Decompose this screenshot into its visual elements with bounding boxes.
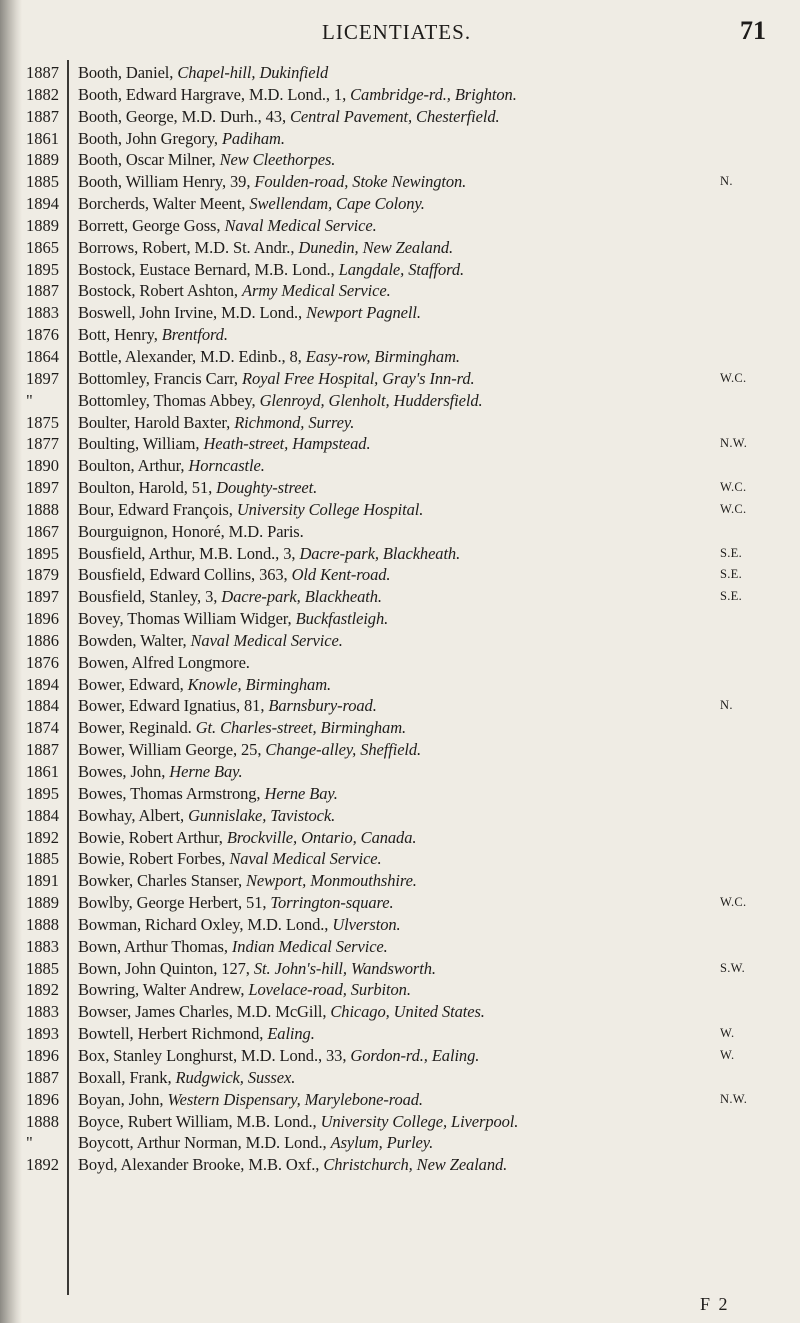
entry-name: Bowen, Alfred Longmore.: [78, 652, 250, 672]
entry-name: Boulting, William,: [78, 434, 200, 454]
entry-name: Bowman, Richard Oxley, M.D. Lond.,: [78, 914, 329, 934]
entry-year: 1894: [26, 194, 59, 214]
entry-year: 1896: [26, 609, 59, 629]
list-item: [0, 433, 800, 455]
list-item: [0, 499, 800, 521]
entry-postal-district: W.: [720, 1026, 735, 1041]
list-item: [0, 1045, 800, 1067]
entry-year: 1875: [26, 412, 59, 432]
entry-text: [78, 870, 417, 892]
entry-text: [78, 827, 416, 849]
entry-year: 1867: [26, 521, 59, 541]
entry-year: 1888: [26, 1111, 59, 1131]
entry-name: Boxall, Frank,: [78, 1067, 172, 1087]
entry-text: [78, 805, 335, 827]
entry-year: 1864: [26, 346, 59, 366]
entry-postal-district: W.C.: [720, 501, 747, 516]
list-item: [0, 215, 800, 237]
entry-postal-district: S.E.: [720, 545, 743, 560]
entry-address: Chicago, United States.: [330, 1002, 485, 1022]
page-header: [0, 14, 800, 54]
list-item: [0, 914, 800, 936]
entry-year: ": [26, 390, 33, 410]
list-item: [0, 1132, 800, 1154]
entry-text: [78, 346, 460, 368]
list-item: [0, 674, 800, 696]
entry-text: [78, 543, 460, 565]
list-item: [0, 936, 800, 958]
licentiates-list: [0, 62, 800, 1176]
entry-year: 1887: [26, 106, 59, 126]
entry-address: Dacre-park, Blackheath.: [299, 543, 461, 563]
entry-address: Foulden-road, Stoke Newington.: [254, 172, 467, 192]
entry-address: Asylum, Purley.: [330, 1133, 434, 1153]
list-item: [0, 543, 800, 565]
entry-name: Bottomley, Francis Carr,: [78, 368, 238, 388]
entry-address: Central Pavement, Chesterfield.: [290, 106, 500, 126]
list-item: [0, 193, 800, 215]
entry-name: Bowring, Walter Andrew,: [78, 980, 245, 1000]
entry-name: Bowlby, George Herbert, 51,: [78, 893, 267, 913]
list-item: [0, 717, 800, 739]
entry-address: Naval Medical Service.: [190, 630, 343, 650]
entry-name: Bown, Arthur Thomas,: [78, 936, 228, 956]
entry-name: Bousfield, Stanley, 3,: [78, 587, 218, 607]
list-item: [0, 477, 800, 499]
list-item: [0, 1067, 800, 1089]
entry-address: Old Kent-road.: [291, 565, 391, 585]
entry-postal-district: N.W.: [720, 1091, 748, 1106]
entry-text: [78, 280, 391, 302]
list-item: [0, 652, 800, 674]
entry-year: 1892: [26, 827, 59, 847]
list-item: [0, 149, 800, 171]
entry-address: Horncastle.: [188, 456, 265, 476]
entry-address: University College, Liverpool.: [320, 1111, 519, 1131]
entry-name: Borrett, George Goss,: [78, 215, 221, 235]
entry-text: [78, 564, 390, 586]
entry-address: Newport, Monmouthshire.: [246, 871, 417, 891]
list-item: [0, 739, 800, 761]
entry-address: Doughty-street.: [216, 478, 318, 498]
entry-postal-district: N.: [720, 174, 733, 189]
list-item: [0, 346, 800, 368]
entry-name: Bostock, Robert Ashton,: [78, 281, 238, 301]
list-item: [0, 608, 800, 630]
entry-text: [78, 608, 388, 630]
entry-year: 1883: [26, 303, 59, 323]
list-item: [0, 259, 800, 281]
entry-address: Heath-street, Hampstead.: [203, 434, 371, 454]
entry-year: 1883: [26, 936, 59, 956]
entry-year: 1876: [26, 325, 59, 345]
entry-year: 1886: [26, 630, 59, 650]
list-item: [0, 455, 800, 477]
entry-text: [78, 1132, 433, 1154]
entry-postal-district: N.W.: [720, 436, 748, 451]
entry-address: Langdale, Stafford.: [338, 259, 464, 279]
entry-year: 1896: [26, 1089, 59, 1109]
entry-name: Bower, Edward Ignatius, 81,: [78, 696, 265, 716]
entry-year: 1861: [26, 128, 59, 148]
entry-year: 1884: [26, 805, 59, 825]
entry-name: Bourguignon, Honoré, M.D. Paris.: [78, 521, 304, 541]
entry-address: Dacre-park, Blackheath.: [221, 587, 382, 607]
list-item: [0, 564, 800, 586]
entry-text: [78, 1067, 295, 1089]
entry-address: Lovelace-road, Surbiton.: [248, 980, 411, 1000]
entry-text: [78, 455, 265, 477]
list-item: [0, 870, 800, 892]
entry-name: Boswell, John Irvine, M.D. Lond.,: [78, 303, 303, 323]
entry-address: Gunnislake, Tavistock.: [188, 805, 336, 825]
entry-text: [78, 1023, 315, 1045]
list-item: [0, 1111, 800, 1133]
entry-name: Bousfield, Edward Collins, 363,: [78, 565, 288, 585]
entry-year: 1884: [26, 696, 59, 716]
entry-text: [78, 914, 401, 936]
entry-address: Indian Medical Service.: [231, 936, 388, 956]
entry-year: ": [26, 1133, 33, 1153]
entry-year: 1874: [26, 718, 59, 738]
entry-name: Bott, Henry,: [78, 325, 158, 345]
entry-text: [78, 848, 382, 870]
entry-year: 1895: [26, 259, 59, 279]
entry-year: 1887: [26, 281, 59, 301]
list-item: [0, 1154, 800, 1176]
entry-name: Borrows, Robert, M.D. St. Andr.,: [78, 237, 295, 257]
entry-name: Booth, Daniel,: [78, 63, 174, 82]
list-item: [0, 805, 800, 827]
entry-text: [78, 761, 243, 783]
entry-year: 1896: [26, 1045, 59, 1065]
entry-text: [78, 171, 466, 193]
list-item: [0, 84, 800, 106]
entry-text: [78, 433, 370, 455]
entry-address: New Cleethorpes.: [219, 150, 336, 170]
list-item: [0, 827, 800, 849]
entry-address: Army Medical Service.: [241, 281, 391, 301]
entry-text: [78, 193, 425, 215]
entry-name: Booth, George, M.D. Durh., 43,: [78, 106, 286, 126]
entry-text: [78, 1001, 485, 1023]
list-item: [0, 128, 800, 150]
entry-address: Christchurch, New Zealand.: [323, 1155, 508, 1175]
entry-address: Chapel-hill, Dukinfield: [177, 63, 329, 82]
page-number: 71: [740, 16, 766, 45]
entry-text: [78, 390, 483, 412]
entry-year: 1894: [26, 674, 59, 694]
list-item: [0, 280, 800, 302]
entry-text: [78, 958, 436, 980]
entry-text: [78, 302, 421, 324]
list-item: [0, 695, 800, 717]
entry-year: 1889: [26, 893, 59, 913]
entry-year: 1865: [26, 237, 59, 257]
entry-address: Knowle, Birmingham.: [187, 674, 332, 694]
signature-mark: F 2: [700, 1294, 730, 1314]
entry-text: [78, 324, 228, 346]
list-item: [0, 892, 800, 914]
list-item: [0, 171, 800, 193]
list-item: [0, 412, 800, 434]
entry-name: Borcherds, Walter Meent,: [78, 194, 246, 214]
list-item: [0, 1023, 800, 1045]
entry-address: Padiham.: [221, 128, 285, 148]
entry-address: Brockville, Ontario, Canada.: [226, 827, 417, 847]
entry-year: 1885: [26, 958, 59, 978]
entry-year: 1893: [26, 1024, 59, 1044]
entry-name: Bowhay, Albert,: [78, 805, 185, 825]
entry-address: Swellendam, Cape Colony.: [249, 194, 425, 214]
entry-address: Gt. Charles-street, Birmingham.: [195, 718, 407, 738]
entry-text: [78, 521, 304, 543]
entry-text: [78, 586, 382, 608]
entry-name: Booth, Edward Hargrave, M.D. Lond., 1,: [78, 84, 347, 104]
entry-name: Bowes, Thomas Armstrong,: [78, 783, 261, 803]
entry-address: Dunedin, New Zealand.: [298, 237, 454, 257]
entry-text: [78, 106, 500, 128]
entry-name: Bovey, Thomas William Widger,: [78, 609, 292, 629]
entry-name: Boulton, Harold, 51,: [78, 478, 213, 498]
list-item: [0, 586, 800, 608]
list-item: [0, 1089, 800, 1111]
entry-name: Bousfield, Arthur, M.B. Lond., 3,: [78, 543, 296, 563]
entry-text: [78, 412, 354, 434]
entry-text: [78, 215, 377, 237]
entry-address: Brentford.: [161, 325, 228, 345]
entry-year: 1885: [26, 172, 59, 192]
entry-name: Bower, Edward,: [78, 674, 184, 694]
list-item: [0, 62, 800, 84]
list-item: [0, 848, 800, 870]
entry-text: [78, 783, 338, 805]
entry-year: 1897: [26, 368, 59, 388]
entry-name: Bottomley, Thomas Abbey,: [78, 390, 256, 410]
list-item: [0, 390, 800, 412]
entry-address: Western Dispensary, Marylebone-road.: [167, 1089, 423, 1109]
entry-year: 1887: [26, 1067, 59, 1087]
entry-name: Boulter, Harold Baxter,: [78, 412, 231, 432]
entry-name: Boycott, Arthur Norman, M.D. Lond.,: [78, 1133, 327, 1153]
entry-text: [78, 1154, 507, 1176]
entry-name: Boyce, Rubert William, M.B. Lond.,: [78, 1111, 317, 1131]
entry-address: St. John's-hill, Wandsworth.: [253, 958, 436, 978]
list-item: [0, 237, 800, 259]
entry-name: Bowtell, Herbert Richmond,: [78, 1024, 264, 1044]
entry-text: [78, 717, 406, 739]
entry-address: Richmond, Surrey.: [234, 412, 355, 432]
entry-text: [78, 259, 464, 281]
entry-text: [78, 979, 411, 1001]
entry-year: 1895: [26, 783, 59, 803]
entry-year: 1892: [26, 1155, 59, 1175]
entry-address: Easy-row, Birmingham.: [305, 346, 460, 366]
entry-postal-district: S.W.: [720, 960, 746, 975]
entry-text: [78, 630, 343, 652]
entry-name: Bower, William George, 25,: [78, 740, 262, 760]
running-title: LICENTIATES.: [322, 20, 472, 44]
entry-postal-district: W.C.: [720, 895, 747, 910]
list-item: [0, 521, 800, 543]
entry-text: [78, 62, 328, 84]
list-item: [0, 783, 800, 805]
entry-postal-district: W.C.: [720, 370, 747, 385]
list-item: [0, 630, 800, 652]
entry-text: [78, 652, 250, 674]
entry-postal-district: W.C.: [720, 480, 747, 495]
entry-name: Bowes, John,: [78, 762, 166, 781]
entry-text: [78, 237, 453, 259]
entry-address: University College Hospital.: [236, 499, 424, 519]
entry-address: Newport Pagnell.: [306, 303, 421, 323]
entry-name: Boyd, Alexander Brooke, M.B. Oxf.,: [78, 1155, 320, 1175]
entry-name: Bottle, Alexander, M.D. Edinb., 8,: [78, 346, 302, 366]
entry-address: Torrington-square.: [270, 893, 394, 913]
entry-name: Bowie, Robert Arthur,: [78, 827, 223, 847]
list-item: [0, 1001, 800, 1023]
entry-year: 1882: [26, 84, 59, 104]
entry-year: 1891: [26, 871, 59, 891]
entry-text: [78, 1111, 518, 1133]
entry-address: Gordon-rd., Ealing.: [350, 1045, 480, 1065]
entry-text: [78, 477, 317, 499]
entry-address: Naval Medical Service.: [224, 215, 377, 235]
entry-postal-district: W.: [720, 1047, 735, 1062]
entry-name: Booth, William Henry, 39,: [78, 172, 251, 192]
entry-text: [78, 499, 423, 521]
entry-year: 1889: [26, 150, 59, 170]
entry-year: 1885: [26, 849, 59, 869]
entry-address: Herne Bay.: [264, 783, 338, 803]
entry-name: Bown, John Quinton, 127,: [78, 958, 250, 978]
entry-year: 1883: [26, 1002, 59, 1022]
entry-year: 1888: [26, 499, 59, 519]
entry-year: 1877: [26, 434, 59, 454]
entry-year: 1892: [26, 980, 59, 1000]
list-item: [0, 979, 800, 1001]
entry-address: Glenroyd, Glenholt, Huddersfield.: [259, 390, 483, 410]
entry-name: Boyan, John,: [78, 1089, 164, 1109]
list-item: [0, 761, 800, 783]
entry-name: Bowden, Walter,: [78, 630, 187, 650]
entry-year: 1890: [26, 456, 59, 476]
entry-year: 1887: [26, 63, 59, 82]
entry-name: Bowie, Robert Forbes,: [78, 849, 226, 869]
entry-address: Ulverston.: [332, 914, 401, 934]
entry-name: Bostock, Eustace Bernard, M.B. Lond.,: [78, 259, 335, 279]
entry-year: 1876: [26, 652, 59, 672]
entry-text: [78, 936, 388, 958]
entry-name: Box, Stanley Longhurst, M.D. Lond., 33,: [78, 1045, 347, 1065]
entry-address: Naval Medical Service.: [229, 849, 382, 869]
entry-address: Buckfastleigh.: [295, 609, 389, 629]
entry-name: Boulton, Arthur,: [78, 456, 185, 476]
entry-year: 1897: [26, 478, 59, 498]
entry-postal-district: S.E.: [720, 589, 743, 604]
entry-address: Royal Free Hospital, Gray's Inn-rd.: [241, 368, 475, 388]
entry-text: [78, 368, 475, 390]
entry-text: [78, 149, 335, 171]
entry-year: 1887: [26, 740, 59, 760]
entry-address: Rudgwick, Sussex.: [175, 1067, 296, 1087]
entry-address: Herne Bay.: [169, 762, 243, 781]
list-item: [0, 106, 800, 128]
entry-name: Bower, Reginald.: [78, 718, 192, 738]
entry-year: 1879: [26, 565, 59, 585]
entry-year: 1861: [26, 762, 59, 781]
list-item: [0, 302, 800, 324]
entry-text: [78, 739, 421, 761]
list-item: [0, 368, 800, 390]
entry-year: 1888: [26, 914, 59, 934]
entry-name: Bowker, Charles Stanser,: [78, 871, 242, 891]
list-item: [0, 958, 800, 980]
entry-address: Change-alley, Sheffield.: [265, 740, 422, 760]
entry-name: Bour, Edward François,: [78, 499, 233, 519]
entry-name: Booth, Oscar Milner,: [78, 150, 216, 170]
entry-name: Booth, John Gregory,: [78, 128, 218, 148]
entry-text: [78, 695, 377, 717]
entry-postal-district: N.: [720, 698, 733, 713]
entry-year: 1897: [26, 587, 59, 607]
list-item: [0, 324, 800, 346]
entry-text: [78, 84, 517, 106]
entry-address: Ealing.: [267, 1024, 315, 1044]
entry-text: [78, 1045, 479, 1067]
entry-year: 1895: [26, 543, 59, 563]
entry-address: Cambridge-rd., Brighton.: [350, 84, 517, 104]
entry-year: 1889: [26, 215, 59, 235]
entry-name: Bowser, James Charles, M.D. McGill,: [78, 1002, 327, 1022]
entry-text: [78, 1089, 423, 1111]
entry-text: [78, 674, 331, 696]
entry-address: Barnsbury-road.: [268, 696, 377, 716]
entry-postal-district: S.E.: [720, 567, 743, 582]
entry-text: [78, 892, 393, 914]
entry-text: [78, 128, 285, 150]
